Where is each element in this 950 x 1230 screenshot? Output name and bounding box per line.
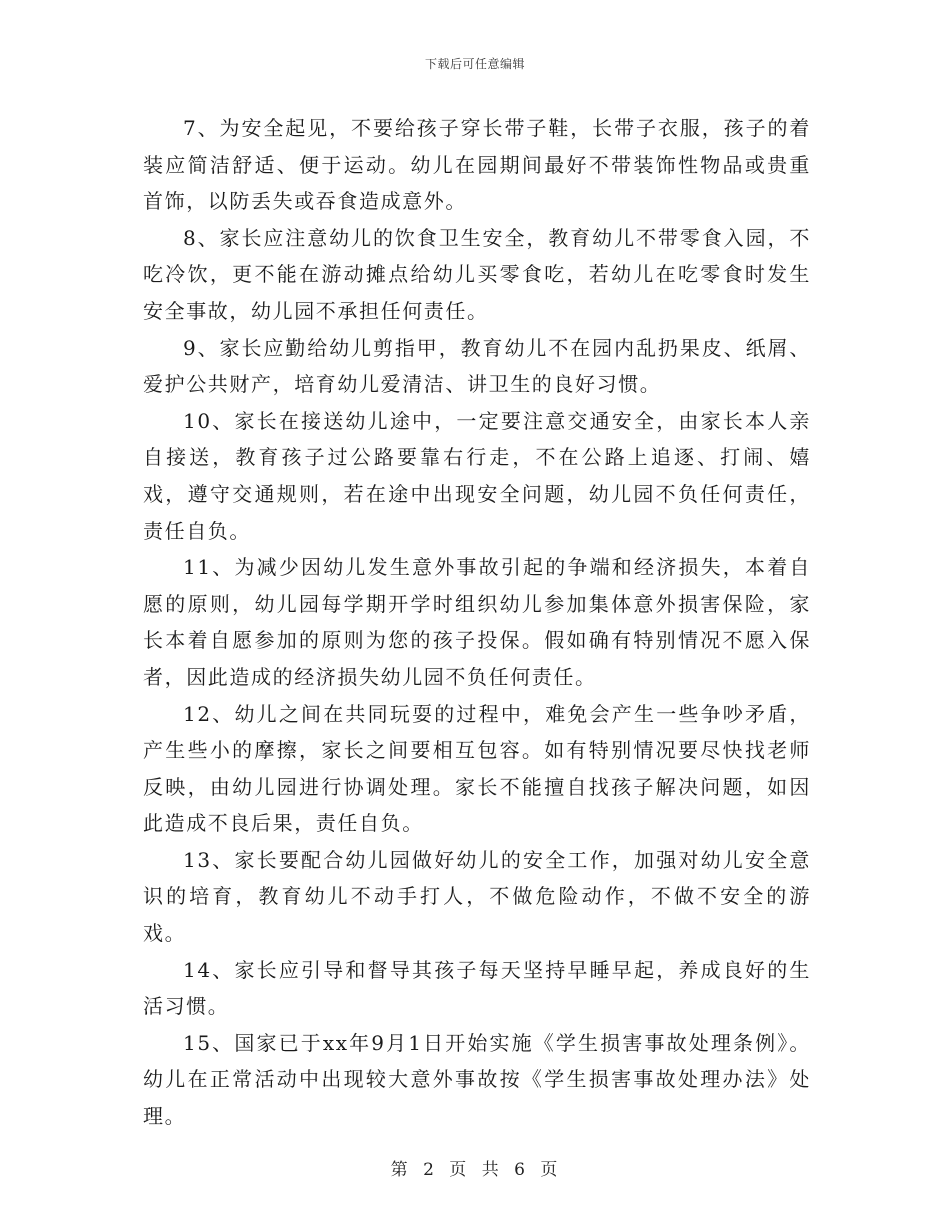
paragraph-10: 10、家长在接送幼儿途中，一定要注意交通安全，由家长本人亲自接送，教育孩子过公路要靠右行走，不在公路上追逐、打闹、嬉戏，遵守交通规则，若在途中出现安全问题，幼儿园不负任何责任，责任自负。 <box>143 408 811 543</box>
paragraph-15: 15、国家已于xx年9月1日开始实施《学生损害事故处理条例》。幼儿在正常活动中出现较大意外事故按《学生损害事故处理办法》处理。 <box>143 1030 811 1129</box>
paragraph-11: 11、为减少因幼儿发生意外事故引起的争端和经济损失，本着自愿的原则，幼儿园每学期开学时组织幼儿参加集体意外损害保险，家长本着自愿参加的原则为您的孩子投保。假如确有特别情况不愿入保者，因此造成的经济损失幼儿园不负任何责任。 <box>143 555 811 689</box>
paragraph-9: 9、家长应勤给幼儿剪指甲，教育幼儿不在园内乱扔果皮、纸屑、爱护公共财产，培育幼儿爱清洁、讲卫生的良好习惯。 <box>143 335 811 397</box>
paragraph-13: 13、家长要配合幼儿园做好幼儿的安全工作，加强对幼儿安全意识的培育，教育幼儿不动手打人，不做危险动作，不做不安全的游戏。 <box>143 847 811 946</box>
paragraph-7: 7、为安全起见，不要给孩子穿长带子鞋，长带子衣服，孩子的着装应简洁舒适、便于运动。幼儿在园期间最好不带装饰性物品或贵重首饰，以防丢失或吞食造成意外。 <box>143 116 811 214</box>
header-note: 下载后可任意编辑 <box>424 57 525 71</box>
page-number: 第 2 页 共 6 页 <box>390 1160 560 1180</box>
document-body <box>143 110 811 1135</box>
paragraph-12: 12、幼儿之间在共同玩耍的过程中，难免会产生一些争吵矛盾，产生些小的摩擦，家长之间要相互包容。如有特别情况要尽快找老师反映，由幼儿园进行协调处理。家长不能擅自找孩子解决问题，如因此造成不良后果，责任自负。 <box>143 701 811 836</box>
paragraph-8: 8、家长应注意幼儿的饮食卫生安全，教育幼儿不带零食入园，不吃冷饮，更不能在游动摊点给幼儿买零食吃，若幼儿在吃零食时发生安全事故，幼儿园不承担任何责任。 <box>143 225 811 323</box>
paragraph-14: 14、家长应引导和督导其孩子每天坚持早睡早起，养成良好的生活习惯。 <box>143 957 811 1019</box>
